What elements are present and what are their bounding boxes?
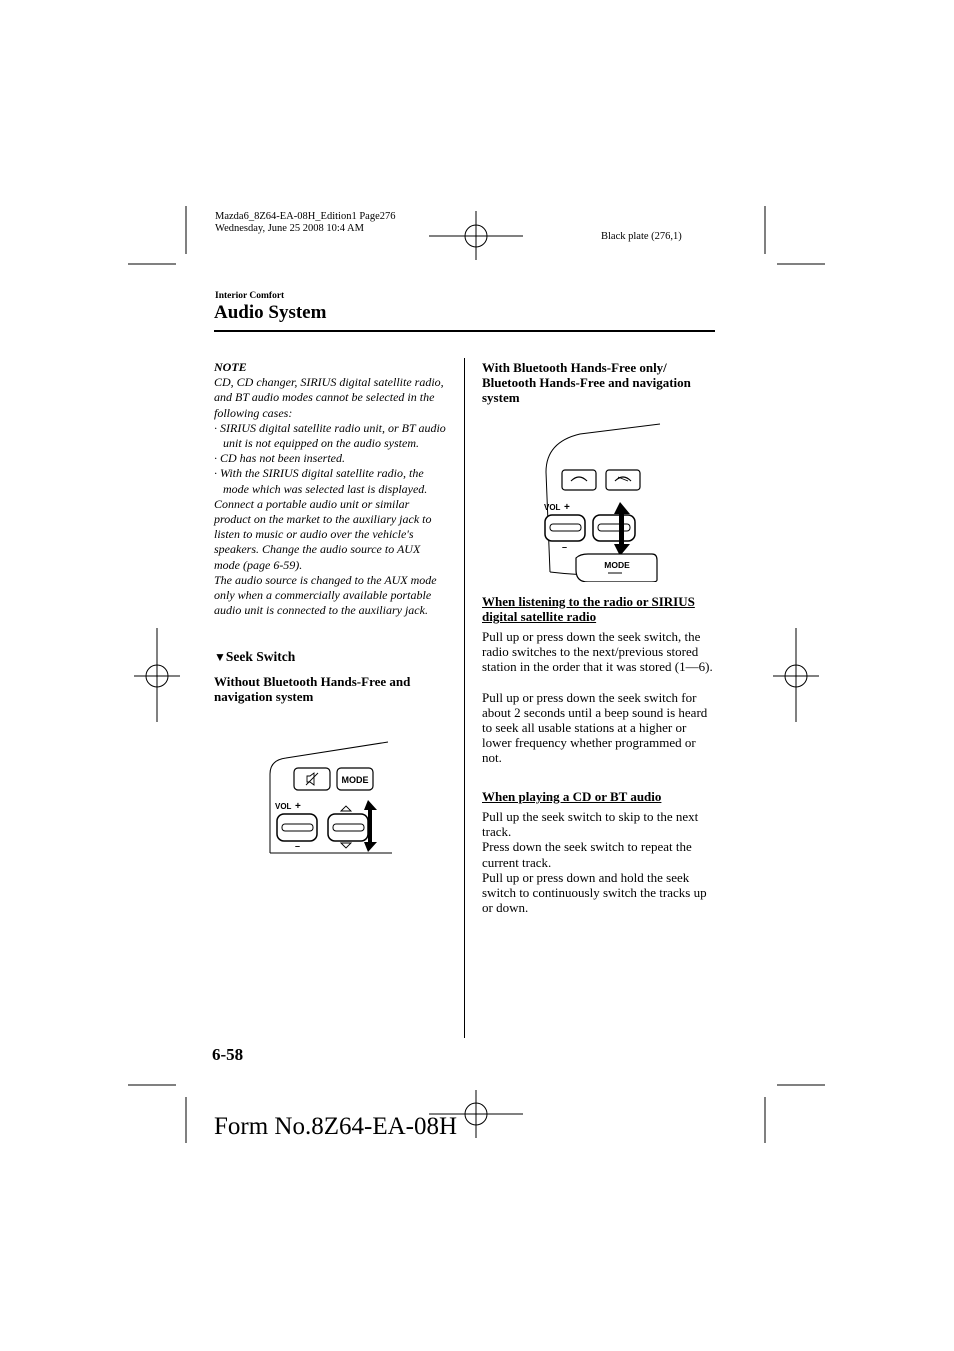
note-block bbox=[214, 360, 446, 618]
phone-hangup-button bbox=[606, 470, 640, 490]
with-bluetooth-heading: With Bluetooth Hands-Free only/ Bluetooth Hands-Free and navigation system bbox=[482, 360, 691, 406]
mute-button bbox=[294, 768, 330, 790]
radio-heading: When listening to the radio or SIRIUS digital satellite radio bbox=[482, 594, 695, 625]
phone-pickup-button bbox=[562, 470, 596, 490]
note-heading: NOTE bbox=[214, 360, 247, 374]
note-bullet: · CD has not been inserted. bbox=[214, 451, 345, 466]
vol-minus-label: – bbox=[562, 542, 568, 552]
mode-label: MODE bbox=[341, 775, 369, 785]
note-intro: CD, CD changer, SIRIUS digital satellite radio, and BT audio modes cannot be selected in the following cases: bbox=[214, 375, 444, 420]
radio-scan-paragraph: Pull up or press down the seek switch for about 2 seconds until a beep sound is heard to seek all usable stations at a higher or lower frequency whether programmed or not. bbox=[482, 689, 708, 766]
page-title: Audio System bbox=[214, 302, 327, 323]
vol-label: VOL bbox=[544, 503, 561, 512]
vol-plus-label: + bbox=[295, 801, 301, 812]
column-divider bbox=[464, 358, 465, 1038]
section-marker-icon: ▼ bbox=[214, 650, 226, 664]
cd-repeat-line: Press down the seek switch to repeat the current track. bbox=[482, 839, 692, 870]
without-bluetooth-heading: Without Bluetooth Hands-Free and navigation system bbox=[214, 674, 411, 705]
print-header-line2: Wednesday, June 25 2008 10:4 AM bbox=[215, 222, 364, 234]
mode-button bbox=[337, 768, 373, 790]
seek-switch-title: Seek Switch bbox=[225, 649, 296, 664]
note-aux-instructions: Connect a portable audio unit or similar product on the market to the auxiliary jack to listen to music or audio over the vehicle's speakers. Change the audio source to AUX mode (page 6-59). bbox=[214, 496, 432, 572]
vol-label: VOL bbox=[275, 802, 292, 811]
cd-skip-line: Pull up the seek switch to skip to the next track. bbox=[482, 809, 699, 840]
cd-hold-line: Pull up or press down and hold the seek switch to continuously switch the tracks up or down. bbox=[482, 869, 707, 916]
form-number: Form No.8Z64-EA-08H bbox=[214, 1113, 458, 1140]
seek-down-arrow-icon bbox=[341, 843, 351, 848]
print-header-meta bbox=[215, 211, 396, 234]
radio-seek-paragraph: Pull up or press down the seek switch, the radio switches to the next/previous stored station in the order that it was stored (1―6). bbox=[482, 629, 713, 675]
steering-switch-illustration bbox=[262, 738, 394, 858]
title-rule bbox=[214, 330, 715, 332]
radio-instructions bbox=[482, 629, 718, 766]
mode-button bbox=[576, 554, 657, 582]
volume-switch bbox=[277, 814, 317, 841]
section-label: Interior Comfort bbox=[215, 291, 285, 301]
seek-switch bbox=[328, 806, 368, 848]
seek-up-arrow-icon bbox=[341, 806, 351, 811]
seek-switch bbox=[593, 515, 635, 541]
plate-label: Black plate (276,1) bbox=[601, 231, 682, 242]
cd-heading: When playing a CD or BT audio bbox=[482, 789, 662, 804]
vol-plus-label: + bbox=[564, 502, 570, 513]
steering-switch-bluetooth-illustration bbox=[540, 422, 706, 582]
cd-instructions bbox=[482, 809, 718, 915]
note-bullet: · With the SIRIUS digital satellite radio, the mode which was selected last is displayed. bbox=[214, 466, 428, 496]
print-header-line1: Mazda6_8Z64-EA-08H_Edition1 Page276 bbox=[215, 211, 396, 222]
page-number: 6-58 bbox=[212, 1045, 244, 1064]
note-bullet: · SIRIUS digital satellite radio unit, or BT audio unit is not equipped on the audio system. bbox=[214, 420, 446, 451]
volume-switch bbox=[545, 515, 585, 541]
vol-minus-label: – bbox=[295, 841, 301, 851]
note-aux-condition: The audio source is changed to the AUX mode only when a commercially available portable audio unit is connected to the auxiliary jack. bbox=[214, 572, 437, 618]
seek-switch-heading bbox=[214, 649, 295, 665]
mode-label: MODE bbox=[604, 560, 630, 570]
